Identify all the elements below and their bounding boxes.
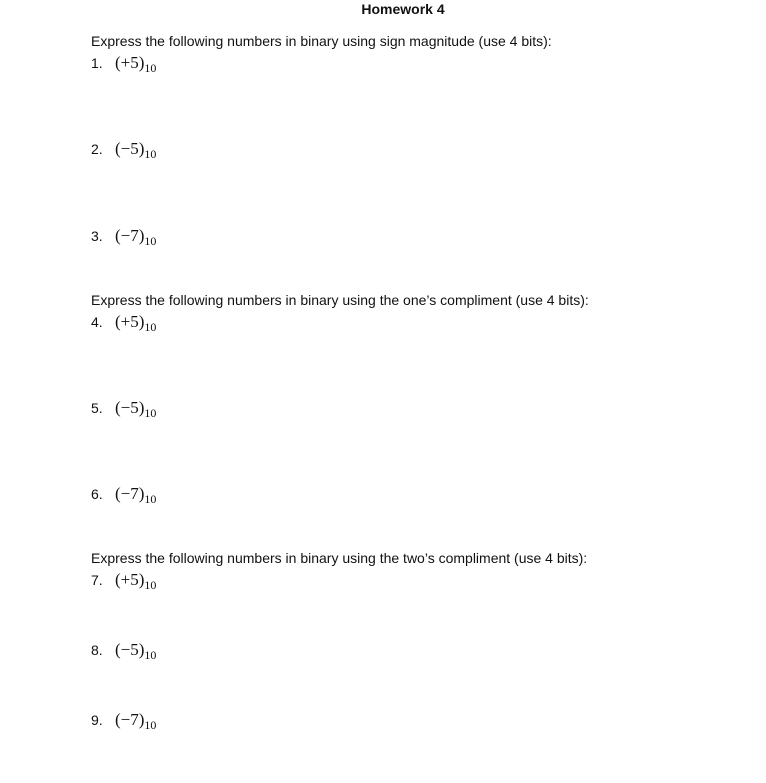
problem-number: 6.: [91, 486, 103, 502]
problem-8: [91, 640, 156, 660]
problem-2: [91, 139, 156, 159]
problem-base: 10: [144, 718, 157, 732]
problem-number: 4.: [91, 314, 103, 330]
problem-4: [91, 312, 156, 332]
problem-base: 10: [144, 648, 157, 662]
problem-number: 2.: [91, 141, 103, 157]
problem-number: 8.: [91, 642, 103, 658]
problem-base: 10: [144, 61, 157, 75]
problem-base: 10: [144, 406, 157, 420]
problem-base: 10: [144, 492, 157, 506]
problem-expression: (+5): [115, 570, 145, 589]
problem-3: [91, 226, 156, 246]
problem-6: [91, 484, 156, 504]
problem-expression: (−5): [115, 139, 145, 158]
problem-number: 5.: [91, 400, 103, 416]
problem-number: 7.: [91, 572, 103, 588]
problem-base: 10: [144, 578, 157, 592]
problem-5: [91, 398, 156, 418]
problem-base: 10: [144, 320, 157, 334]
page-title: Homework 4: [361, 1, 445, 17]
problem-expression: (+5): [115, 53, 145, 72]
problem-expression: (−5): [115, 640, 145, 659]
problem-9: [91, 710, 156, 730]
problem-expression: (−5): [115, 398, 145, 417]
problem-number: 9.: [91, 712, 103, 728]
problem-1: [91, 53, 156, 73]
problem-expression: (−7): [115, 484, 145, 503]
problem-number: 3.: [91, 228, 103, 244]
problem-base: 10: [144, 147, 157, 161]
problem-7: [91, 570, 156, 590]
problem-expression: (−7): [115, 710, 145, 729]
section-2-instruction: Express the following numbers in binary using the one’s compliment (use 4 bits):: [91, 292, 589, 308]
section-1-instruction: Express the following numbers in binary using sign magnitude (use 4 bits):: [91, 33, 552, 49]
problem-expression: (−7): [115, 226, 145, 245]
problem-base: 10: [144, 234, 157, 248]
problem-expression: (+5): [115, 312, 145, 331]
problem-number: 1.: [91, 55, 103, 71]
section-3-instruction: Express the following numbers in binary using the two’s compliment (use 4 bits):: [91, 550, 588, 566]
